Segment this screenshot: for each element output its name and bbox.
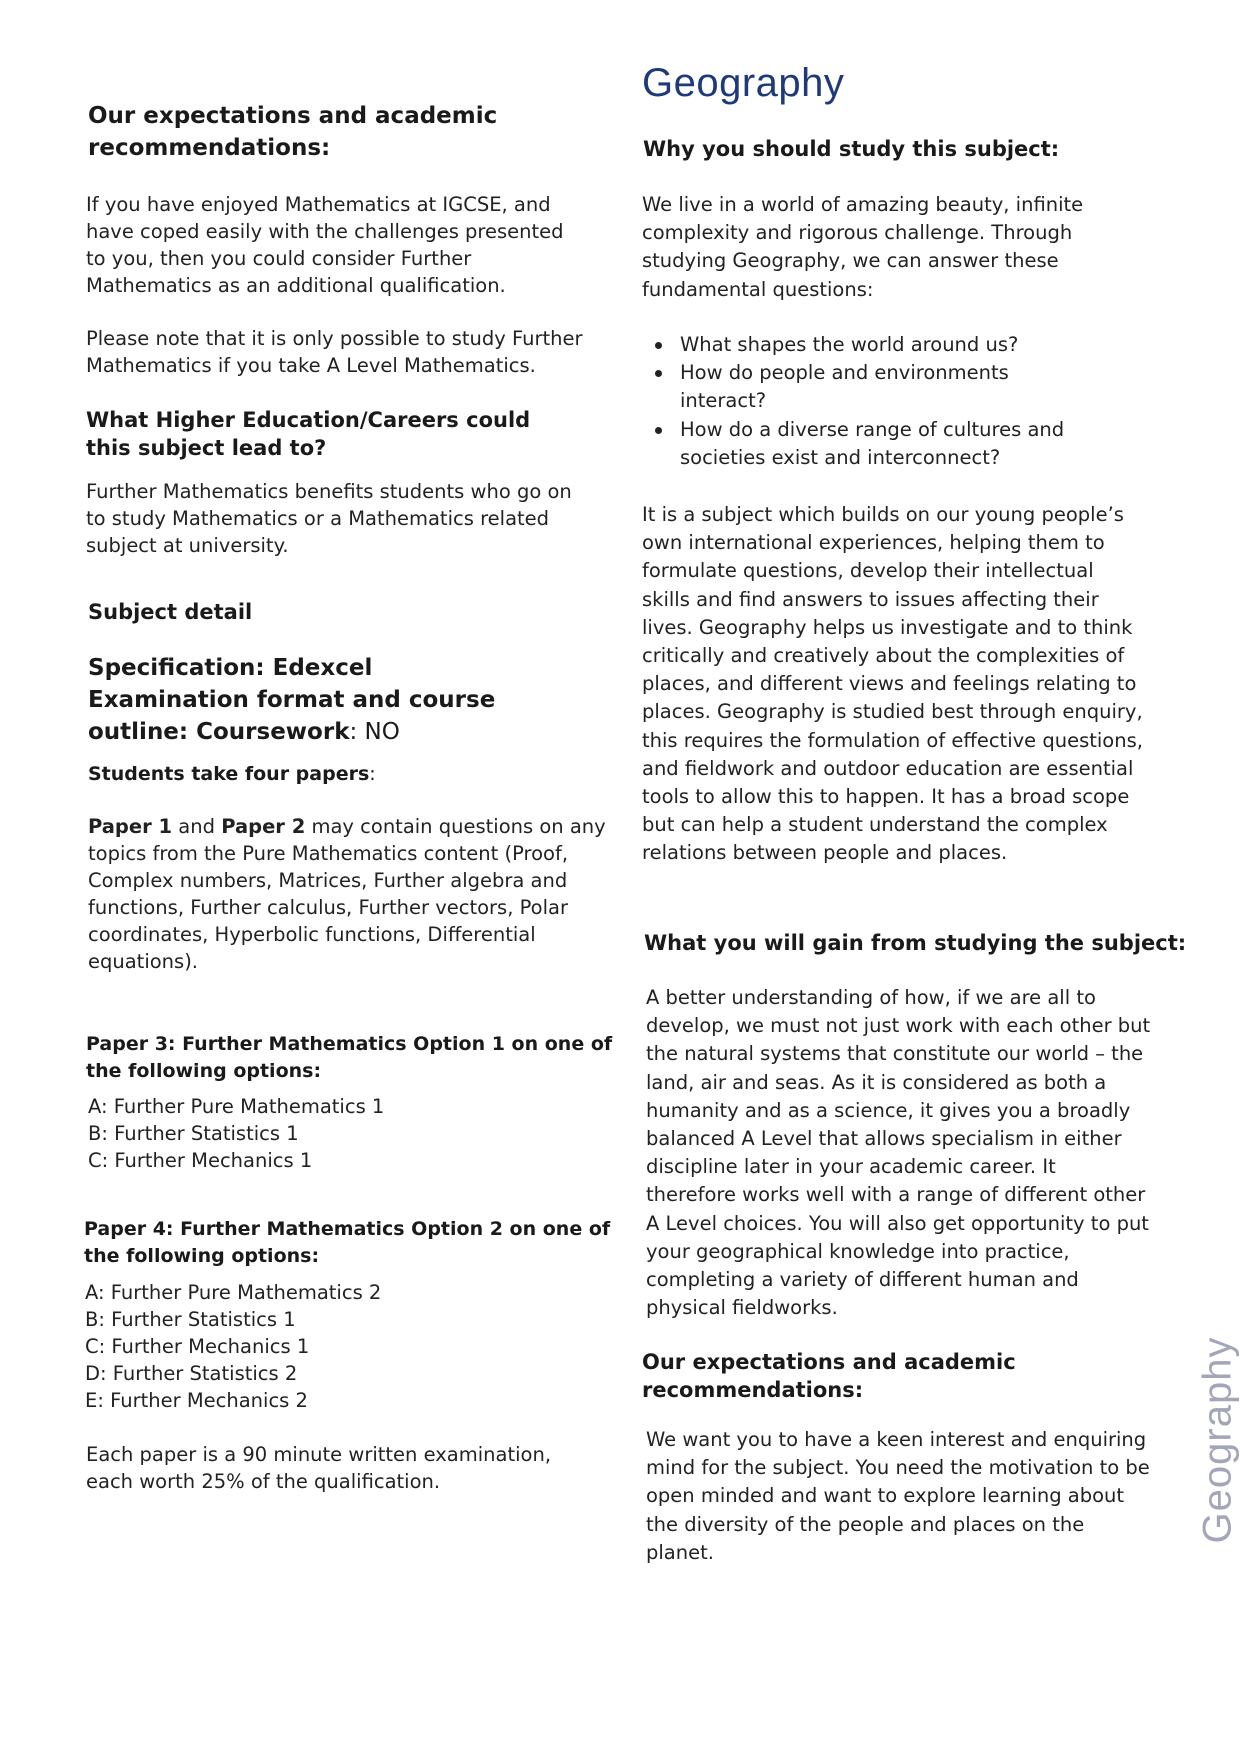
- page-title: Geography: [642, 61, 845, 105]
- specification-line: Specification: Edexcel: [88, 655, 373, 681]
- paper-4-heading: Paper 4: Further Mathematics Option 2 on one of the following options:: [84, 1218, 611, 1267]
- list-item: What shapes the world around us?: [642, 331, 1064, 359]
- exam-summary-paragraph: Each paper is a 90 minute written examination, each worth 25% of the qualification.: [86, 1443, 552, 1493]
- gain-heading: What you will gain from studying the subject:: [644, 931, 1187, 955]
- exam-format-line: Examination format and course: [88, 687, 496, 713]
- list-item: A: Further Pure Mathematics 1: [88, 1095, 385, 1118]
- questions-list: [642, 331, 1064, 472]
- list-item: A: Further Pure Mathematics 2: [85, 1281, 382, 1304]
- maths-careers-heading: What Higher Education/Careers could this subject lead to?: [86, 408, 531, 460]
- maths-expectations-paragraph: If you have enjoyed Mathematics at IGCSE, and have coped easily with the challenges presented to you, then you could consider Further Mathematics as an additional qualification.: [86, 193, 564, 297]
- papers-intro: Students take four papers:: [88, 763, 376, 785]
- subject-description-paragraph: It is a subject which builds on our young people’s own international experiences, helping them to formulate questions, develop their intellectual skills and find answers to issues affecting their lives. Geography helps us investigate and to think critically and creatively about the complexities of places, and different views and feelings relating to places. Geography is studied best through enquiry, this requires the formulation of effective questions, and fieldwork and outdoor education are essential tools to allow this to happen. It has a broad scope but can help a student understand the complex relations between people and places.: [642, 503, 1143, 865]
- list-item: D: Further Statistics 2: [85, 1362, 298, 1385]
- why-study-heading: Why you should study this subject:: [643, 137, 1060, 161]
- why-study-paragraph: We live in a world of amazing beauty, infinite complexity and rigorous challenge. Through studying Geography, we can answer these fundamental questions:: [642, 193, 1084, 301]
- list-item: B: Further Statistics 1: [85, 1308, 296, 1331]
- paper-1-2-description: Paper 1 and Paper 2 may contain questions on any topics from the Pure Mathematics content (Proof, Complex numbers, Matrices, Further algebra and functions, Further calculus, Further vectors, Polar coordinates, Hyperbolic functions, Differential equations).: [88, 815, 606, 973]
- maths-careers-paragraph: Further Mathematics benefits students who go on to study Mathematics or a Mathematics related subject at university.: [86, 480, 572, 557]
- side-section-tab: Geography: [1195, 1336, 1240, 1544]
- paper-4-options: [85, 1279, 381, 1414]
- maths-note-paragraph: Please note that it is only possible to study Further Mathematics if you take A Level Mathematics.: [86, 327, 583, 377]
- list-item: B: Further Statistics 1: [88, 1122, 299, 1145]
- paper-3-heading: Paper 3: Further Mathematics Option 1 on one of the following options:: [86, 1033, 613, 1082]
- specification-block: [88, 652, 495, 748]
- geography-expectations-paragraph: We want you to have a keen interest and enquiring mind for the subject. You need the motivation to be open minded and want to explore learning about the diversity of the people and places on the planet.: [646, 1428, 1150, 1564]
- coursework-line: outline: Coursework: NO: [88, 719, 400, 745]
- list-item: E: Further Mechanics 2: [85, 1389, 308, 1412]
- paper-3-options: [88, 1093, 384, 1174]
- list-item: How do people and environments interact?: [642, 359, 1064, 415]
- gain-paragraph: A better understanding of how, if we are all to develop, we must not just work with each other but the natural systems that constitute our world – the land, air and seas. As it is considered as both a humanity and as a science, it gives you a broadly balanced A Level that allows specialism in either discipline later in your academic career. It therefore works well with a range of different other A Level choices. You will also get opportunity to put your geographical knowledge into practice, completing a variety of different human and physical fieldworks.: [646, 986, 1151, 1320]
- list-item: How do a diverse range of cultures and societies exist and interconnect?: [642, 416, 1064, 472]
- list-item: C: Further Mechanics 1: [88, 1149, 313, 1172]
- subject-detail-heading: Subject detail: [88, 600, 253, 624]
- list-item: C: Further Mechanics 1: [85, 1335, 310, 1358]
- geography-expectations-heading: Our expectations and academic recommendations:: [642, 1350, 1016, 1402]
- maths-expectations-heading: Our expectations and academic recommendations:: [88, 103, 498, 161]
